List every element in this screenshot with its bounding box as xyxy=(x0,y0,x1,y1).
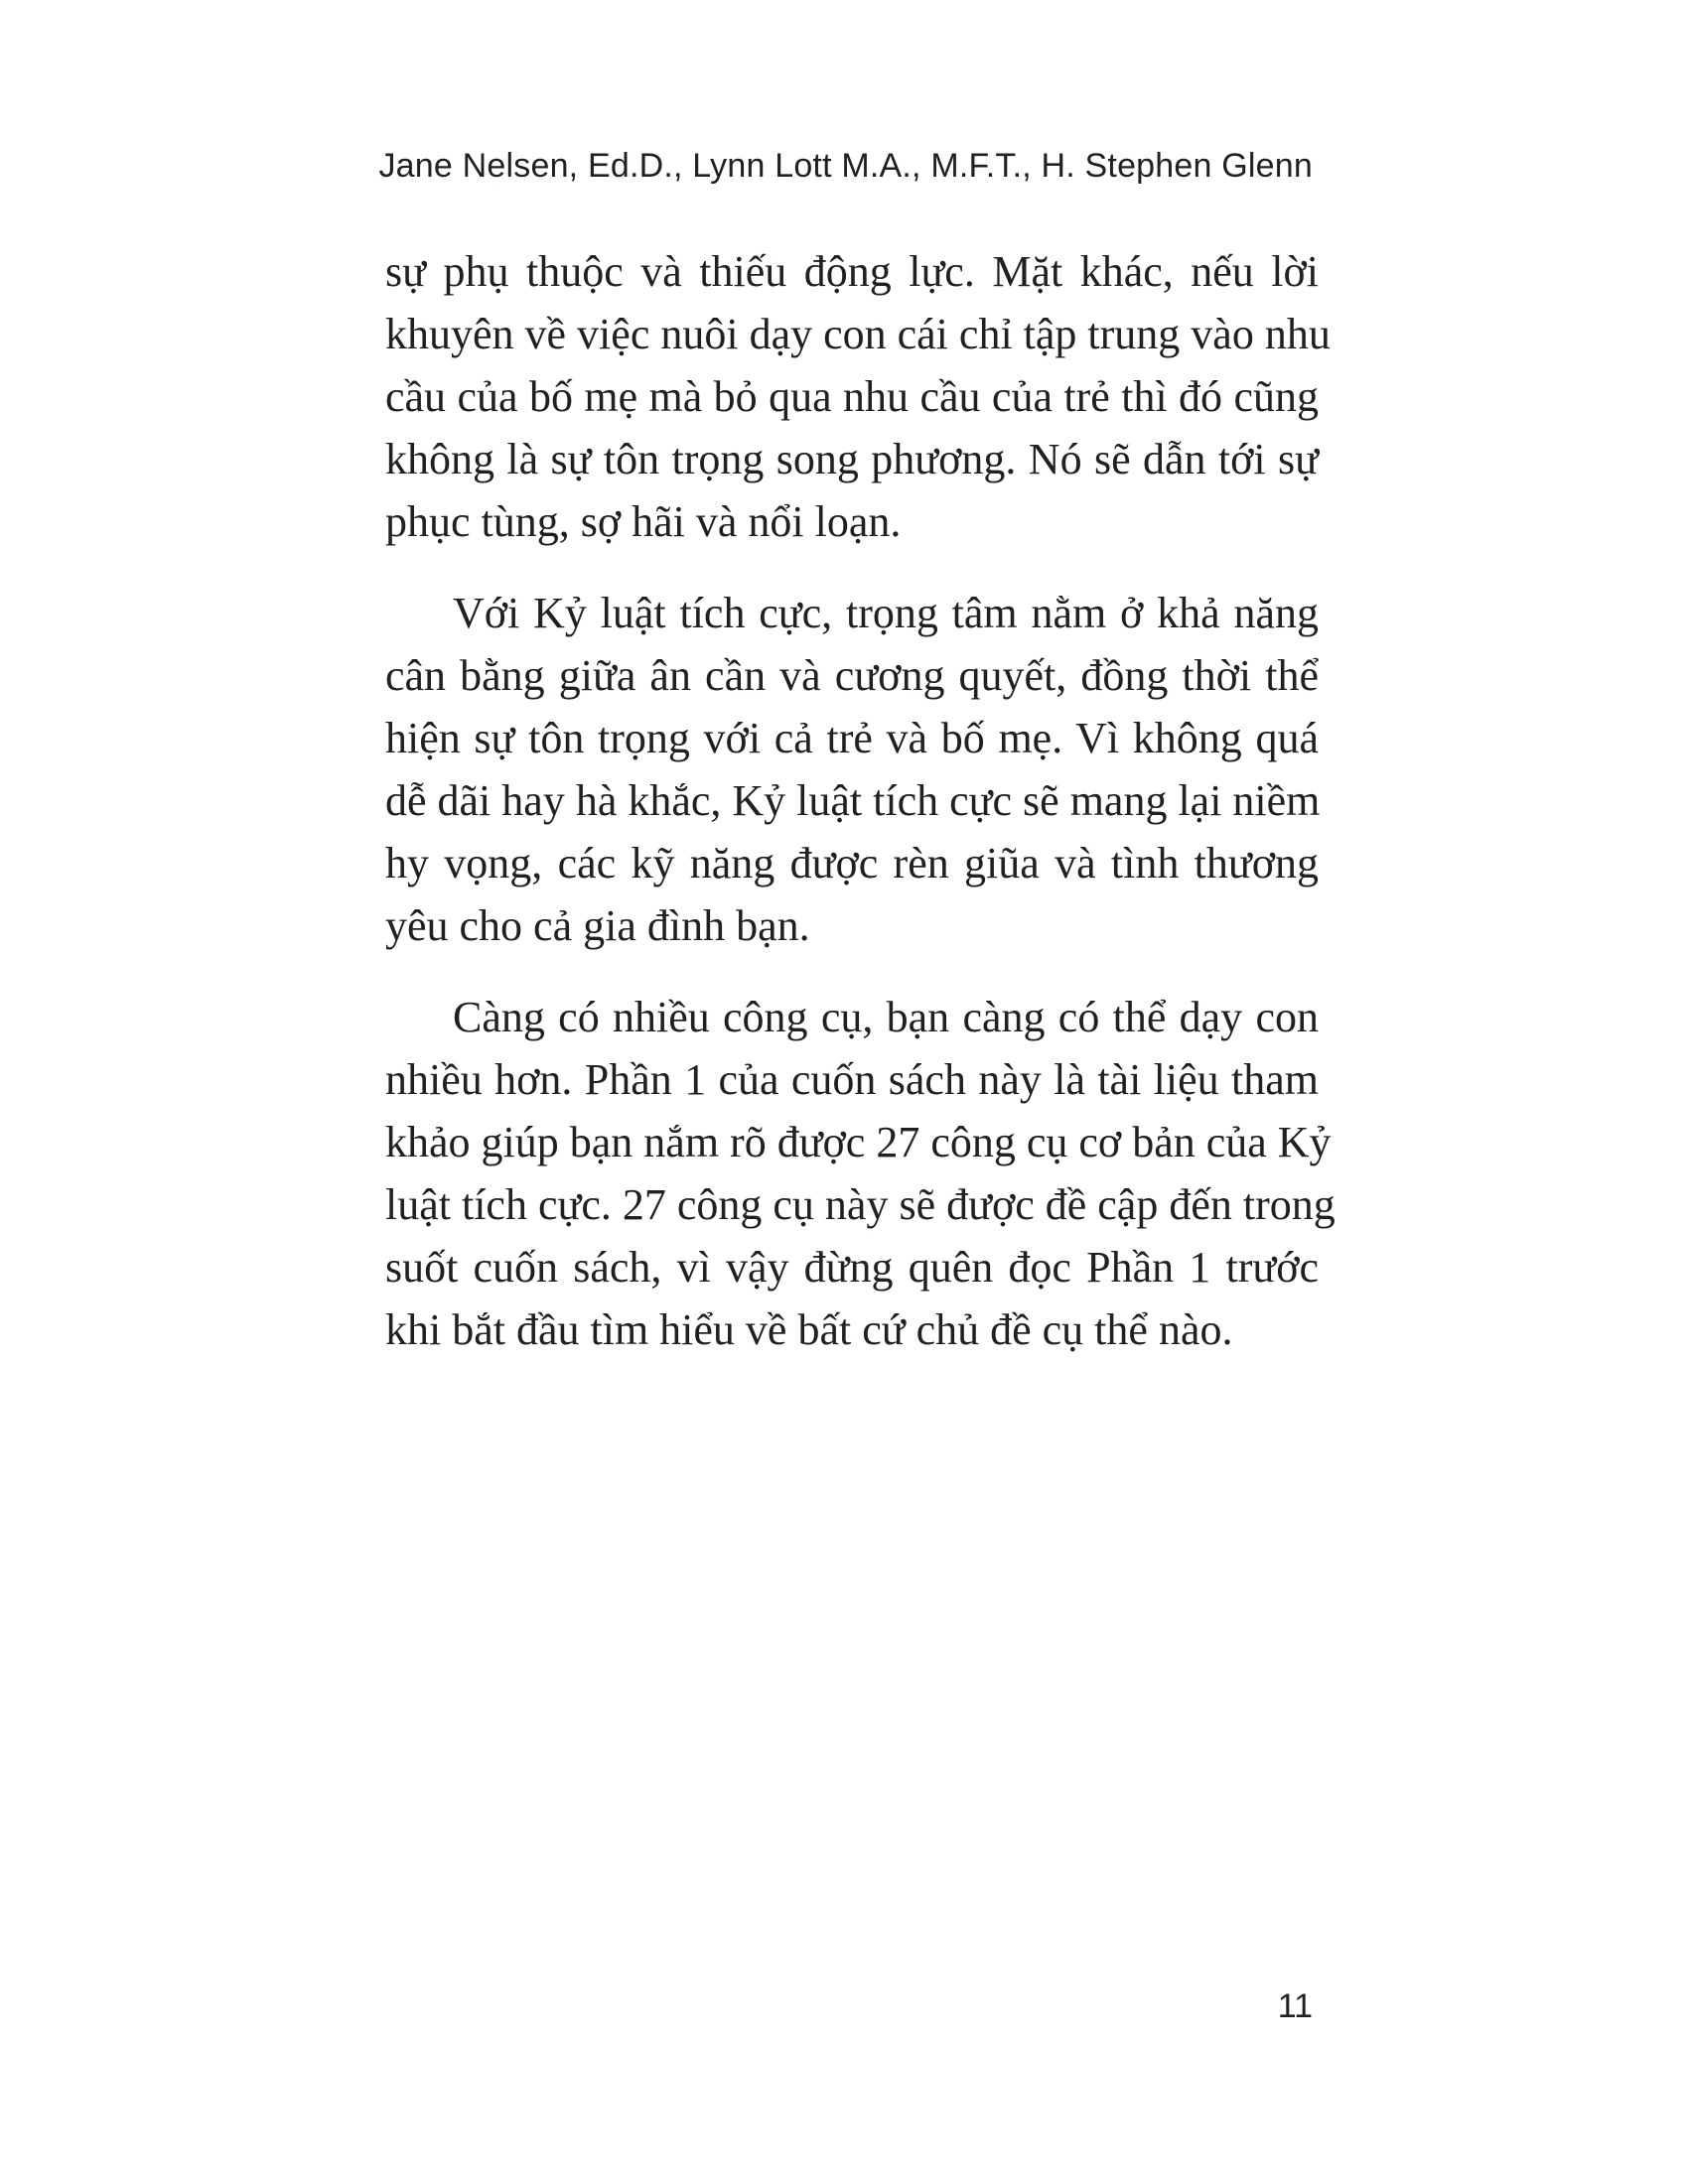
text-line: khi bắt đầu tìm hiểu về bất cứ chủ đề cụ thể nào. xyxy=(385,1305,1233,1354)
text-line: dễ dãi hay hà khắc, Kỷ luật tích cực sẽ mang lại niềm xyxy=(385,776,1321,825)
text-line: nhiều hơn. Phần 1 của cuốn sách này là tài liệu tham xyxy=(385,1055,1319,1104)
text-line: cân bằng giữa ân cần và cương quyết, đồng thời thể xyxy=(385,651,1319,700)
page-number: 11 xyxy=(1277,1987,1313,2025)
text-line: luật tích cực. 27 công cụ này sẽ được đề cập đến trong xyxy=(385,1180,1336,1229)
running-header-authors: Jane Nelsen, Ed.D., Lynn Lott M.A., M.F.T., H. Stephen Glenn xyxy=(378,147,1313,185)
text-line: khuyên về việc nuôi dạy con cái chỉ tập trung vào nhu xyxy=(385,310,1331,358)
paragraph-3 xyxy=(385,986,1336,1361)
text-line: phục tùng, sợ hãi và nổi loạn. xyxy=(385,497,902,546)
text-line: suốt cuốn sách, vì vậy đừng quên đọc Phần 1 trước xyxy=(385,1243,1319,1292)
text-line: Càng có nhiều công cụ, bạn càng có thể dạy con xyxy=(453,993,1319,1041)
text-line: khảo giúp bạn nắm rõ được 27 công cụ cơ bản của Kỷ xyxy=(385,1118,1332,1166)
text-line: yêu cho cả gia đình bạn. xyxy=(385,901,810,950)
paragraph-2 xyxy=(385,582,1319,957)
text-line: hiện sự tôn trọng với cả trẻ và bố mẹ. Vì không quá xyxy=(385,714,1319,762)
text-line: Với Kỷ luật tích cực, trọng tâm nằm ở khả năng xyxy=(453,589,1319,637)
paragraph-1 xyxy=(385,240,1331,553)
body-text xyxy=(385,240,1336,1390)
text-line: hy vọng, các kỹ năng được rèn giũa và tình thương xyxy=(385,839,1319,887)
text-line: sự phụ thuộc và thiếu động lực. Mặt khác, nếu lời xyxy=(385,247,1319,296)
text-line: cầu của bố mẹ mà bỏ qua nhu cầu của trẻ thì đó cũng xyxy=(385,372,1319,421)
text-line: không là sự tôn trọng song phương. Nó sẽ dẫn tới sự xyxy=(385,435,1319,483)
